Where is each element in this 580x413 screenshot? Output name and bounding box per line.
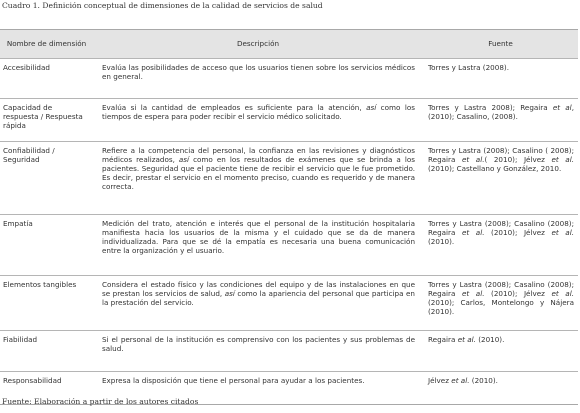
dimension-source: Torres y Lastra (2008); Casalino (2008); Regaira et al. (2010); Jélvez et al.(2010).	[423, 215, 578, 276]
dimension-name: Fiabilidad	[0, 331, 93, 372]
table-row	[0, 331, 578, 372]
dimension-name: Empatía	[0, 215, 93, 276]
header-source: Fuente	[423, 30, 578, 59]
header-name: Nombre de dimensión	[0, 30, 93, 59]
table-row	[0, 59, 578, 99]
header-description: Descripción	[93, 30, 423, 59]
dimension-name: Responsabilidad	[0, 372, 93, 405]
dimension-description: Expresa la disposición que tiene el personal para ayudar a los pacientes.	[93, 372, 423, 405]
dimension-description: Refiere a la competencia del personal, la confianza en las revisiones y diagnósticos médicos realizados, así como en los resultados de exámenes que se brinda a los pacientes. Seguridad que el paciente tiene de recibir el servicio que le fue prometido. Es decir, prestar el servicio en el momento preciso, cuando es requerido y de manera correcta.	[93, 142, 423, 215]
dimension-description: Medición del trato, atención e interés que el personal de la institución hospitalaria manifiesta hacia los usuarios de la misma y el cuidado que se da de manera individualizada. Para que se dé la empatía es necesaria una buena comunicación entre la organización y el usuario.	[93, 215, 423, 276]
table-row	[0, 99, 578, 142]
table-row	[0, 276, 578, 331]
dimension-description: Evalúa si la cantidad de empleados es suficiente para la atención, así como los tiempos de espera para poder recibir el servicio médico solicitado.	[93, 99, 423, 142]
dimension-source: Torres y Lastra (2008).	[423, 59, 578, 99]
dimension-source: Torres y Lastra 2008); Regaira et al, (2010); Casalino, (2008).	[423, 99, 578, 142]
dimension-description: Evalúa las posibilidades de acceso que los usuarios tienen sobre los servicios médicos en general.	[93, 59, 423, 99]
dimension-name: Confiabilidad / Seguridad	[0, 142, 93, 215]
dimensions-table	[0, 29, 578, 405]
dimension-name: Accesibilidad	[0, 59, 93, 99]
dimension-source: Jélvez et al. (2010).	[423, 372, 578, 405]
source-note: Fuente: Elaboración a partir de los autores citados	[2, 397, 199, 406]
dimension-name: Elementos tangibles	[0, 276, 93, 331]
dimension-source: Torres y Lastra (2008); Casalino ( 2008); Regaira et al.( 2010); Jélvez et al. (2010); Castellano y González, 2010.	[423, 142, 578, 215]
table-row	[0, 215, 578, 276]
table-caption: Cuadro 1. Definición conceptual de dimensiones de la calidad de servicios de salud	[2, 1, 323, 10]
table-header-row	[0, 30, 578, 59]
dimension-description: Considera el estado físico y las condiciones del equipo y de las instalaciones en que se prestan los servicios de salud, así como la apariencia del personal que participa en la prestación del servicio.	[93, 276, 423, 331]
dimension-source: Torres y Lastra (2008); Casalino (2008); Regaira et al. (2010); Jélvez et al. (2010); Carlos, Montelongo y Nájera (2010).	[423, 276, 578, 331]
table-row	[0, 142, 578, 215]
dimension-source: Regaira et al. (2010).	[423, 331, 578, 372]
dimension-name: Capacidad de respuesta / Respuesta rápida	[0, 99, 93, 142]
dimension-description: Si el personal de la institución es comprensivo con los pacientes y sus problemas de salud.	[93, 331, 423, 372]
